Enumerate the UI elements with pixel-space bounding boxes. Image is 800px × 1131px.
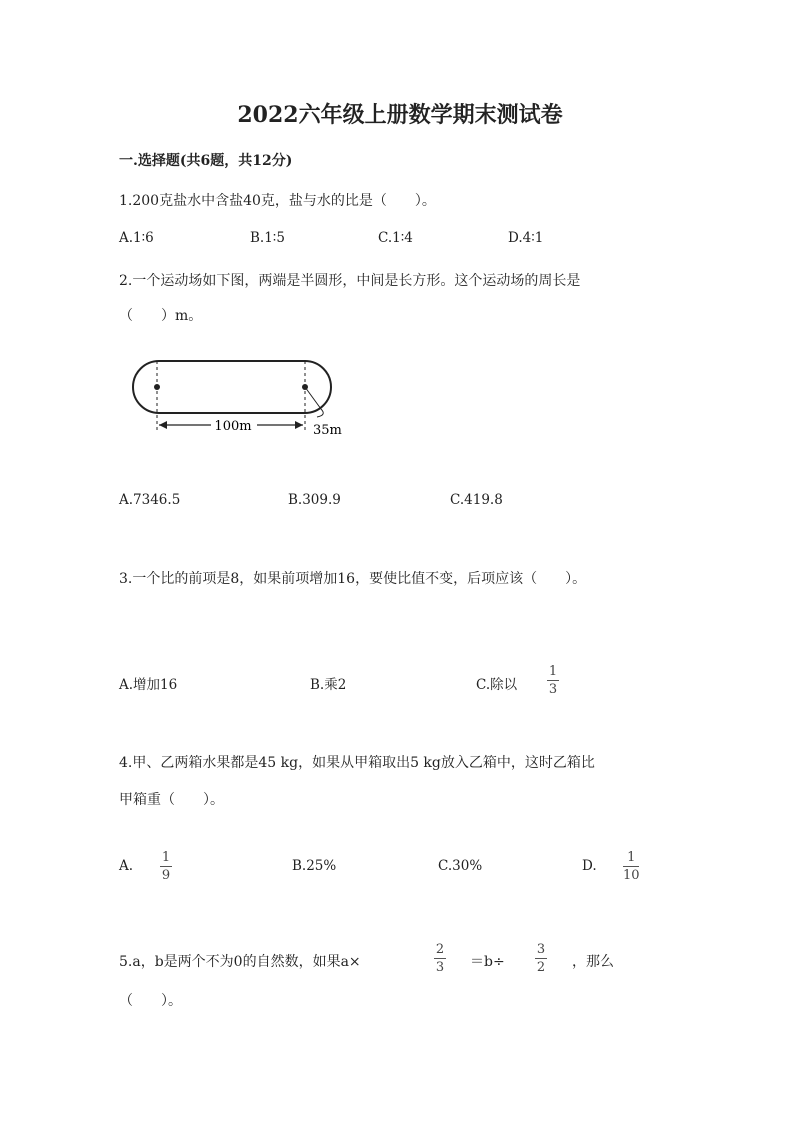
question-4-option-a[interactable]: A.: [119, 858, 134, 874]
question-5-text-part2: ＝b÷: [470, 954, 505, 970]
fraction-numerator: 3: [536, 942, 546, 957]
question-4-option-d[interactable]: D.: [582, 858, 597, 874]
fraction-numerator: 1: [548, 664, 558, 679]
question-1-option-a[interactable]: A.1∶6: [119, 230, 154, 246]
fraction-numerator: 1: [627, 850, 636, 865]
question-1-option-d[interactable]: D.4∶1: [508, 230, 544, 246]
question-1-option-c[interactable]: C.1∶4: [378, 230, 413, 246]
question-2-text-line2: （ ）m。: [119, 308, 203, 324]
question-5-fraction-2: [535, 942, 547, 975]
question-3-option-b[interactable]: B.乘2: [310, 677, 347, 693]
question-2-option-b[interactable]: B.309.9: [288, 492, 341, 508]
length-label: 100m: [214, 419, 252, 434]
radius-line: [305, 387, 321, 409]
question-3-text: 3.一个比的前项是8，如果前项增加16，要使比值不变，后项应该（ ）。: [119, 571, 587, 587]
question-2-option-a[interactable]: A.7346.5: [119, 492, 181, 508]
fraction-denominator: 3: [548, 682, 558, 697]
question-4-option-c[interactable]: C.30%: [438, 858, 483, 874]
question-4-text-line1: 4.甲、乙两箱水果都是45 kg，如果从甲箱取出5 kg放入乙箱中，这时乙箱比: [119, 755, 595, 771]
radius-label: 35m: [313, 423, 342, 438]
fraction-denominator: 9: [161, 868, 171, 883]
question-1-text: 1.200克盐水中含盐40克，盐与水的比是（ ）。: [119, 193, 436, 209]
left-center-dot: [154, 384, 160, 390]
question-1-option-b[interactable]: B.1∶5: [250, 230, 285, 246]
question-4-option-d-fraction: [623, 850, 640, 883]
page-title: 2022六年级上册数学期末测试卷: [237, 102, 563, 128]
question-2-text-line1: 2.一个运动场如下图，两端是半圆形，中间是长方形。这个运动场的周长是: [119, 273, 581, 289]
fraction-denominator: 10: [623, 868, 640, 883]
question-5-text-part3: ，那么: [572, 954, 614, 970]
question-5-text-line2: （ ）。: [119, 993, 182, 1009]
question-2-option-c[interactable]: C.419.8: [450, 492, 503, 508]
fraction-numerator: 2: [435, 942, 445, 957]
fraction-denominator: 3: [435, 960, 445, 975]
question-4-option-b[interactable]: B.25%: [292, 858, 337, 874]
length-arrow-left-head: [159, 421, 167, 429]
fraction-numerator: 1: [161, 850, 171, 865]
fraction-denominator: 2: [536, 960, 546, 975]
length-arrow-right-head: [295, 421, 303, 429]
question-5-text-part1: 5.a，b是两个不为0的自然数，如果a×: [119, 954, 361, 970]
stadium-figure: [125, 355, 365, 440]
question-3-fraction: [547, 664, 559, 697]
stadium-outline: [133, 361, 331, 413]
question-5-fraction-1: [434, 942, 446, 975]
question-4-option-a-fraction: [160, 850, 172, 883]
question-3-option-c[interactable]: C.除以: [476, 677, 518, 693]
question-4-text-line2: 甲箱重（ ）。: [119, 792, 224, 808]
question-3-option-a[interactable]: A.增加16: [119, 677, 178, 693]
section-heading: 一.选择题(共6题，共12分): [119, 153, 293, 169]
